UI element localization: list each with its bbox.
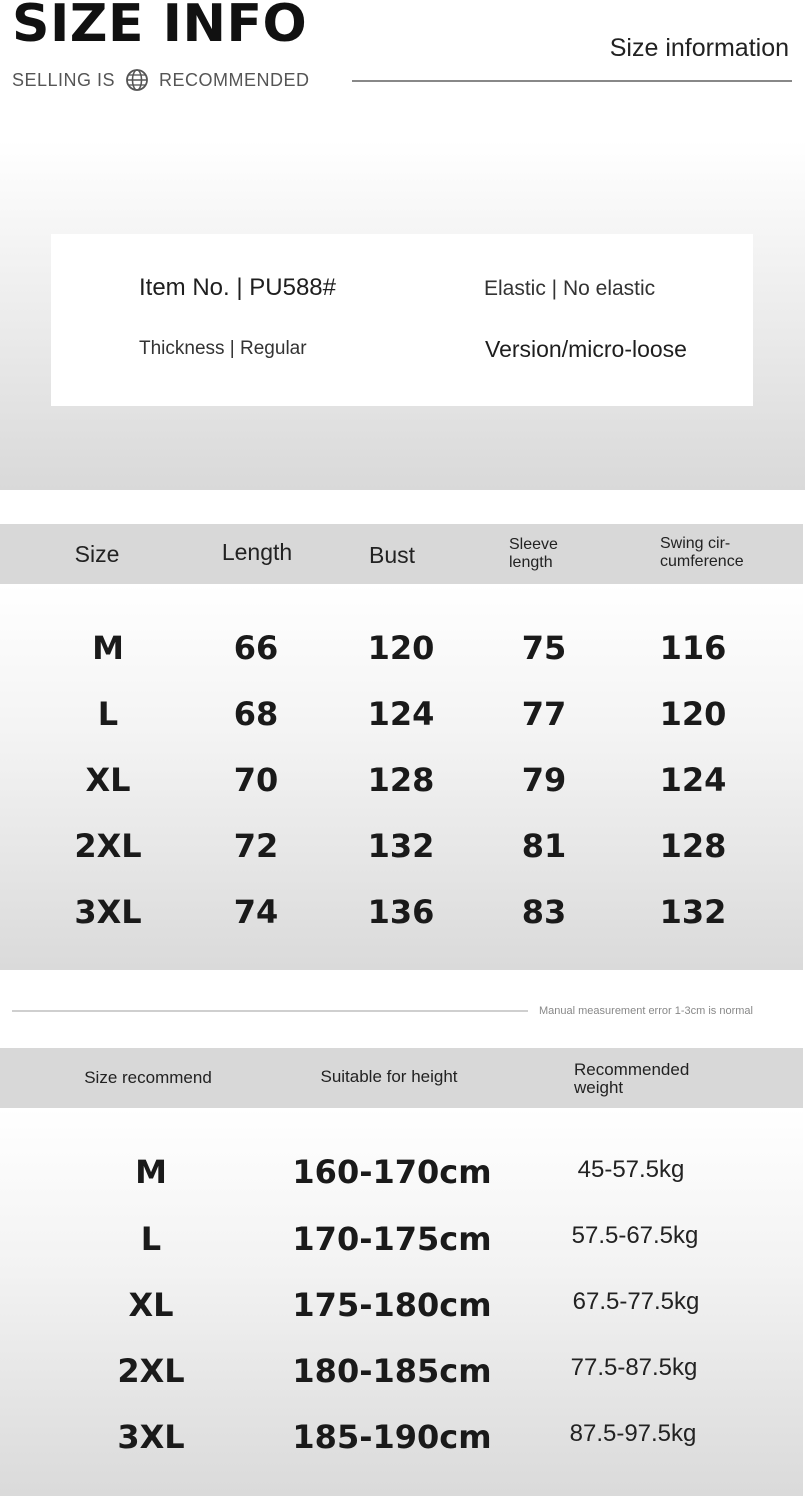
recommend-table: [0, 1048, 803, 1496]
info-card: [51, 234, 753, 406]
header-swing-circumference: Swing cir-cumference: [660, 535, 744, 570]
table-cell: 3XL: [117, 1418, 185, 1456]
header-length: Length: [221, 539, 293, 565]
page-subtitle: Size information: [609, 34, 789, 62]
size-table-body: [0, 584, 803, 970]
table-cell: 124: [367, 695, 435, 733]
table-cell: 66: [233, 629, 279, 667]
header-recommended-weight: Recommended weight: [574, 1060, 690, 1097]
table-cell: 132: [367, 827, 435, 865]
table-cell: M: [135, 1153, 167, 1191]
page-title: SIZE INFO: [12, 0, 308, 54]
table-cell: 3XL: [74, 893, 142, 931]
size-table-header: [0, 524, 803, 584]
version-info: Version/micro-loose: [485, 336, 687, 362]
table-cell: 68: [233, 695, 279, 733]
table-cell: 77: [521, 695, 567, 733]
measurement-note: Manual measurement error 1-3cm is normal: [539, 1005, 753, 1017]
table-cell: 132: [659, 893, 727, 931]
table-cell: M: [92, 629, 124, 667]
table-cell: XL: [85, 761, 131, 799]
header-suitable-height: Suitable for height: [320, 1067, 458, 1086]
table-cell: 79: [521, 761, 567, 799]
recommend-table-header: [0, 1048, 803, 1108]
table-cell: 57.5-67.5kg: [571, 1222, 699, 1249]
table-cell: 83: [521, 893, 567, 931]
table-cell: 175-180cm: [292, 1286, 492, 1324]
table-cell: 160-170cm: [292, 1153, 492, 1191]
item-number: Item No. | PU588#: [139, 274, 336, 301]
table-cell: 70: [233, 761, 279, 799]
table-cell: 2XL: [74, 827, 142, 865]
table-cell: 170-175cm: [292, 1220, 492, 1258]
tagline-right-text: RECOMMENDED: [159, 69, 310, 90]
header-size-recommend: Size recommend: [84, 1068, 212, 1087]
table-cell: 67.5-77.5kg: [572, 1288, 700, 1315]
tagline: [12, 68, 310, 92]
header-bust: Bust: [368, 542, 416, 568]
note-divider: [12, 1010, 528, 1012]
elastic-info: Elastic | No elastic: [484, 277, 656, 300]
table-cell: 77.5-87.5kg: [570, 1354, 698, 1381]
header-sleeve-length: Sleeve length: [509, 536, 558, 571]
size-table: [0, 524, 803, 970]
table-cell: XL: [128, 1286, 174, 1324]
thickness-info: Thickness | Regular: [139, 338, 307, 359]
header-size: Size: [74, 541, 120, 567]
table-cell: 116: [659, 629, 727, 667]
table-cell: 72: [233, 827, 279, 865]
table-cell: 45-57.5kg: [577, 1156, 685, 1183]
table-cell: 136: [367, 893, 435, 931]
table-cell: 128: [367, 761, 435, 799]
table-cell: 74: [233, 893, 279, 931]
table-cell: 81: [521, 827, 567, 865]
table-cell: 75: [521, 629, 567, 667]
table-cell: 120: [659, 695, 727, 733]
recommend-table-body: [0, 1108, 803, 1496]
table-cell: 185-190cm: [292, 1418, 492, 1456]
tagline-left-text: SELLING IS: [12, 69, 116, 90]
table-cell: 2XL: [117, 1352, 185, 1390]
table-cell: 120: [367, 629, 435, 667]
table-cell: 87.5-97.5kg: [569, 1420, 697, 1447]
table-cell: L: [140, 1220, 162, 1258]
globe-icon: [125, 68, 149, 92]
table-cell: L: [97, 695, 119, 733]
table-cell: 180-185cm: [292, 1352, 492, 1390]
table-cell: 124: [659, 761, 727, 799]
table-cell: 128: [659, 827, 727, 865]
header-divider: [352, 80, 792, 82]
